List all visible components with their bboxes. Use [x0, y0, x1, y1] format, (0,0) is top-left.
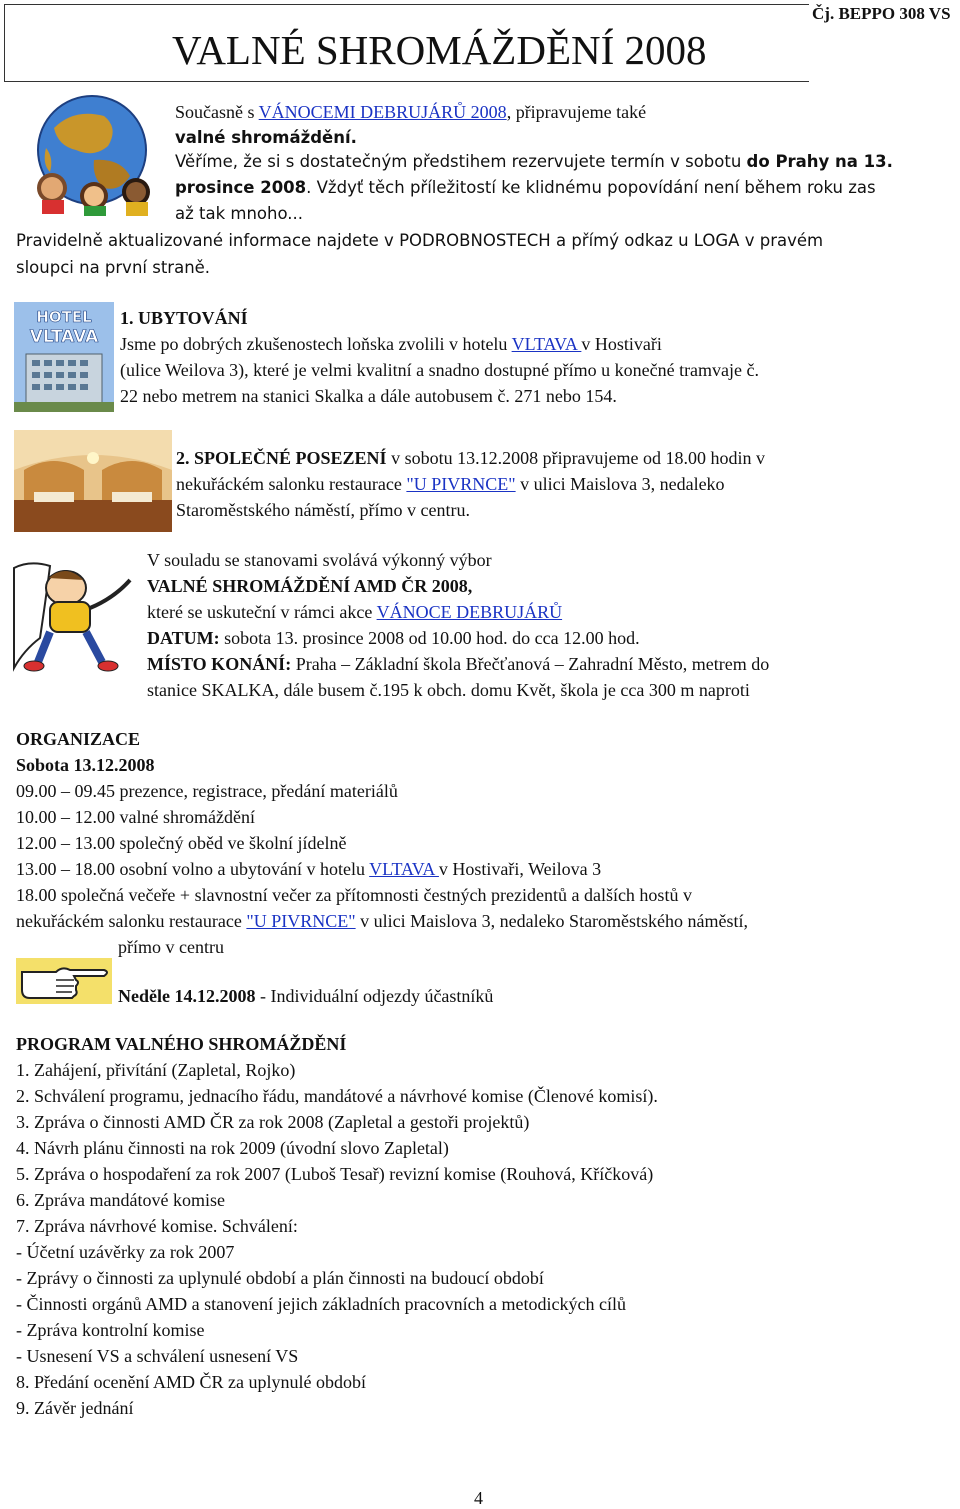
hotel-vltava-link-2[interactable]: VLTAVA — [369, 859, 439, 879]
program-item: - Zprávy o činnosti za uplynulé období a plán činnosti na budoucí období — [16, 1268, 544, 1288]
program-item: 2. Schválení programu, jednacího řádu, mandátové a návrhové komise (Členové komisí). — [16, 1086, 658, 1106]
convocation-line-7: stanice SKALKA, dále busem č.195 k obch. domu Květ, škola je cca 300 m naproti — [147, 680, 750, 700]
schedule-item: 10.00 – 12.00 valné shromáždění — [16, 807, 255, 827]
schedule-item: 18.00 společná večeře + slavnostní večer za přítomnosti čestných prezidentů a dalších hostů v — [16, 885, 692, 905]
program-item: 3. Zpráva o činnosti AMD ČR za rok 2008 (Zapletal a gestoři projektů) — [16, 1112, 530, 1132]
intro-line-2: valné shromáždění. — [175, 128, 357, 147]
program-item: 5. Zpráva o hospodaření za rok 2007 (Luboš Tesař) revizní komise (Rouhová, Kříčková) — [16, 1164, 654, 1184]
intro-line-1 — [175, 100, 646, 124]
convocation-date — [147, 626, 640, 650]
program-item: 4. Návrh plánu činnosti na rok 2009 (úvodní slovo Zapletal) — [16, 1138, 449, 1158]
globe-children-image — [24, 88, 162, 216]
organization-heading: ORGANIZACE — [16, 729, 141, 749]
program-item: 8. Předání ocenění AMD ČR za uplynulé období — [16, 1372, 366, 1392]
lodging-line-2: (ulice Weilova 3), které je velmi kvalitní a snadno dostupné přímo u konečné tramvaje č. — [120, 360, 760, 380]
program-item: - Zpráva kontrolní komise — [16, 1320, 205, 1340]
hotel-logo-text: HOTEL — [36, 308, 92, 326]
convocation-title: VALNÉ SHROMÁŽDĚNÍ AMD ČR 2008, — [147, 576, 473, 596]
gathering-line-1 — [176, 446, 765, 470]
schedule-item: 09.00 – 09.45 prezence, registrace, předání materiálů — [16, 781, 398, 801]
intro-text: , připravujeme také — [506, 102, 647, 122]
hotel-logo-text: VLTAVA — [29, 327, 99, 347]
place-value: Praha – Základní škola Břečťanová – Zahradní Město, metrem do — [291, 654, 770, 674]
page-title: VALNÉ SHROMÁŽDĚNÍ 2008 — [172, 27, 707, 73]
u-pivrnce-link[interactable]: "U PIVRNCE" — [406, 474, 516, 494]
gathering-heading: 2. SPOLEČNÉ POSEZENÍ — [176, 448, 387, 468]
program-item: 9. Závěr jednání — [16, 1398, 134, 1418]
program-item: - Činnosti orgánů AMD a stanovení jejich základních pracovních a metodických cílů — [16, 1294, 627, 1314]
place-label: MÍSTO KONÁNÍ: — [147, 654, 292, 674]
gathering-text: v sobotu 13.12.2008 připravujeme od 18.00 hodin v — [386, 448, 766, 468]
sunday-text: - Individuální odjezdy účastníků — [255, 986, 494, 1006]
schedule-text: v ulici Maislova 3, nedaleko Staroměstského náměstí, — [355, 911, 749, 931]
cartoon-figure-image — [10, 558, 138, 678]
program-item: - Účetní uzávěrky za rok 2007 — [16, 1242, 235, 1262]
gathering-text: nekuřáckém salonku restaurace — [176, 474, 407, 494]
lodging-heading: 1. UBYTOVÁNÍ — [120, 308, 248, 328]
program-item: 6. Zpráva mandátové komise — [16, 1190, 225, 1210]
convocation-line-3 — [147, 600, 562, 624]
intro-text: . Vždyť těch příležitostí ke klidnému popovídání není během roku zas — [306, 178, 876, 197]
intro-line-4 — [175, 176, 876, 200]
lodging-text: v Hostivaři — [581, 334, 662, 354]
gathering-line-3: Staroměstského náměstí, přímo v centru. — [176, 500, 470, 520]
hotel-vltava-link[interactable]: VLTAVA — [511, 334, 582, 354]
intro-line-3 — [175, 150, 893, 174]
vanoce-debrujaru-link[interactable]: VÁNOCEMI DEBRUJÁRŮ 2008 — [258, 102, 507, 122]
program-item: - Usnesení VS a schválení usnesení VS — [16, 1346, 299, 1366]
date-value: sobota 13. prosince 2008 od 10.00 hod. do cca 12.00 hod. — [219, 628, 640, 648]
schedule-item-continued — [16, 909, 748, 933]
intro-text: Současně s — [175, 102, 259, 122]
intro-bold-text: prosince 2008 — [175, 178, 307, 197]
document-reference: Čj. BEPPO 308 VS — [812, 4, 951, 23]
program-item: 1. Zahájení, přivítání (Zapletal, Rojko) — [16, 1060, 296, 1080]
sunday-label: Neděle 14.12.2008 — [118, 986, 256, 1006]
schedule-text: nekuřáckém salonku restaurace — [16, 911, 247, 931]
hotel-vltava-image — [14, 302, 114, 412]
pointing-hand-icon — [16, 958, 112, 1004]
schedule-text: v Hostivaři, Weilova 3 — [438, 859, 602, 879]
sunday-line — [118, 984, 493, 1008]
program-item: 7. Zpráva návrhové komise. Schválení: — [16, 1216, 298, 1236]
u-pivrnce-link-2[interactable]: "U PIVRNCE" — [246, 911, 356, 931]
organization-day: Sobota 13.12.2008 — [16, 755, 155, 775]
lodging-line-1 — [120, 332, 662, 356]
intro-text: Věříme, že si s dostatečným předstihem rezervujete termín v sobotu — [175, 152, 747, 171]
page-number: 4 — [474, 1488, 483, 1508]
program-heading: PROGRAM VALNÉHO SHROMÁŽDĚNÍ — [16, 1034, 347, 1054]
gathering-text: v ulici Maislova 3, nedaleko — [515, 474, 725, 494]
intro-line-7: sloupci na první straně. — [16, 258, 211, 277]
date-label: DATUM: — [147, 628, 220, 648]
gathering-line-2 — [176, 472, 725, 496]
lodging-text: Jsme po dobrých zkušenostech loňska zvolili v hotelu — [120, 334, 512, 354]
schedule-item-continued: přímo v centru — [118, 937, 224, 957]
schedule-text: 13.00 – 18.00 osobní volno a ubytování v hotelu — [16, 859, 370, 879]
intro-bold-text: do Prahy na 13. — [746, 152, 893, 171]
vanoce-debrujaru-link-2[interactable]: VÁNOCE DEBRUJÁRŮ — [376, 602, 563, 622]
schedule-item — [16, 857, 601, 881]
convocation-text: které se uskuteční v rámci akce — [147, 602, 377, 622]
intro-line-6: Pravidelně aktualizované informace najdete v PODROBNOSTECH a přímý odkaz u LOGA v pravém — [16, 231, 824, 250]
restaurant-image — [14, 430, 172, 532]
lodging-line-3: 22 nebo metrem na stanici Skalka a dále autobusem č. 271 nebo 154. — [120, 386, 617, 406]
intro-line-5: až tak mnoho... — [175, 204, 304, 223]
convocation-line-1: V souladu se stanovami svolává výkonný výbor — [147, 550, 492, 570]
schedule-item: 12.00 – 13.00 společný oběd ve školní jídelně — [16, 833, 347, 853]
convocation-place — [147, 652, 769, 676]
